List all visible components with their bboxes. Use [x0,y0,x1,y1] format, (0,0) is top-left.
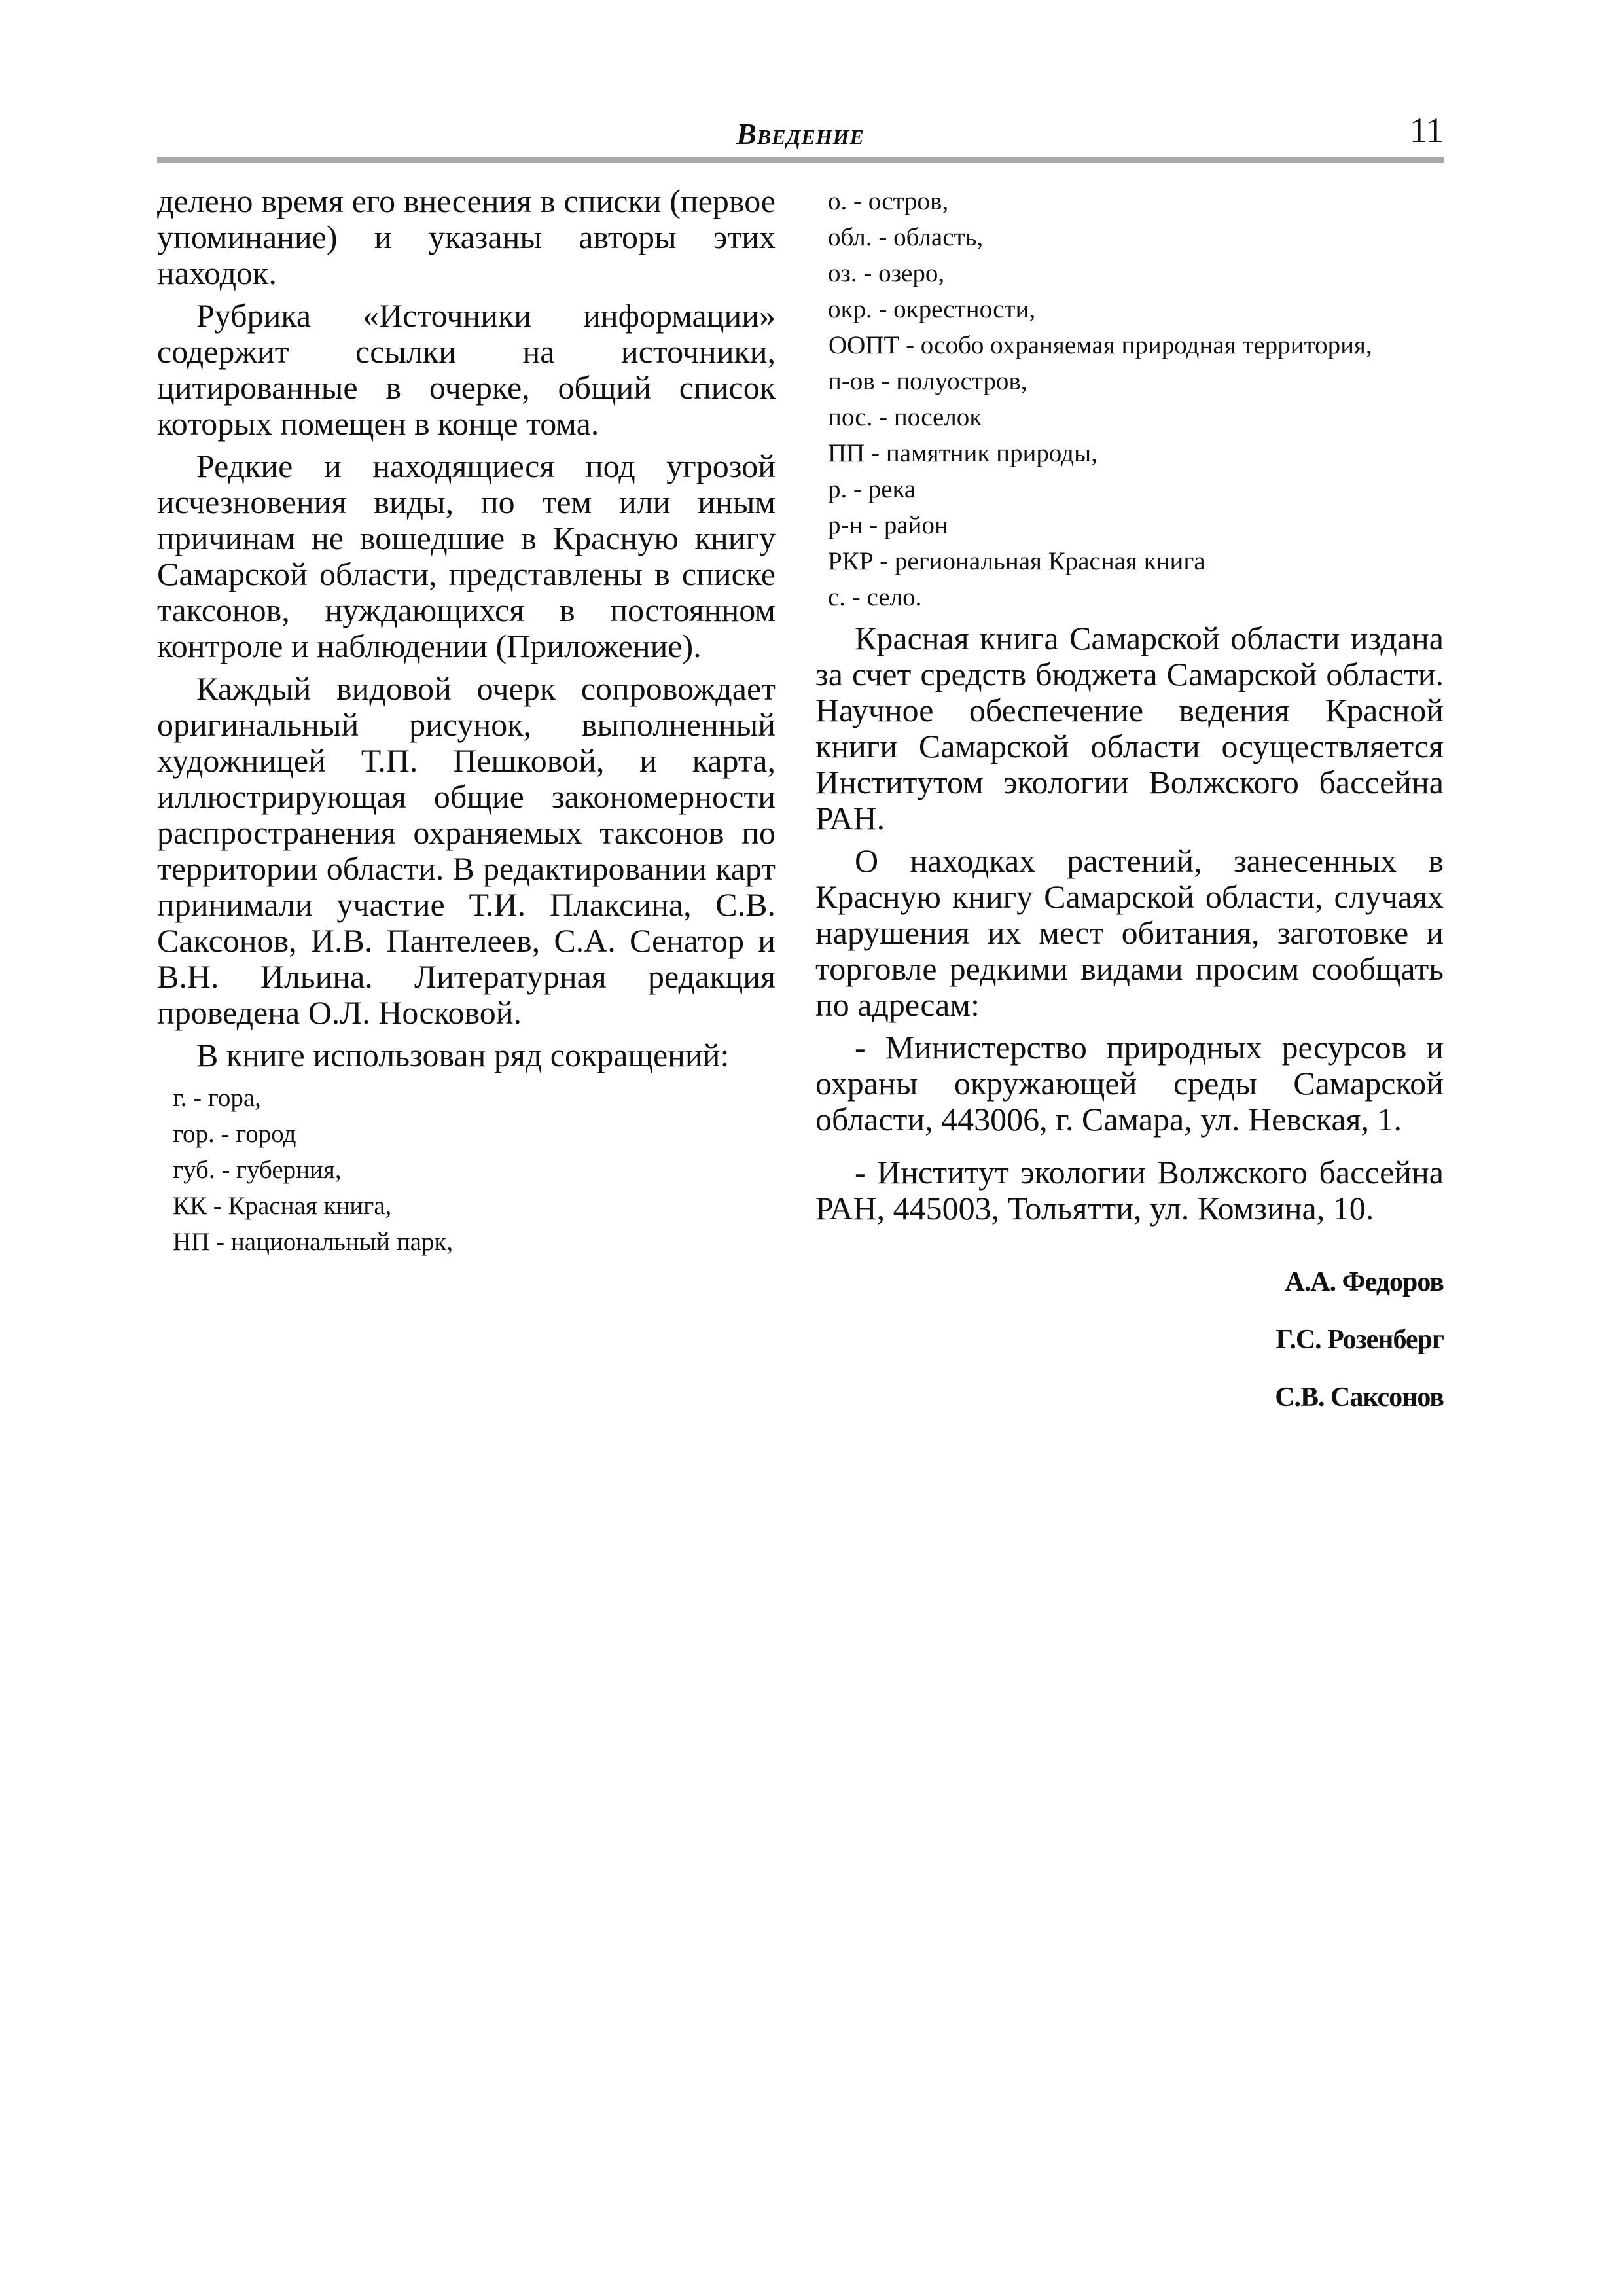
header-rule [157,157,1444,163]
paragraph-funding: Красная книга Самарской области издана за счет средств бюджета Самарской области. Научное обеспечение ведения Красной книги Самарской области осуществляется Институтом экологии Волжского бассейна РАН. [815,620,1444,836]
paragraph-report-findings: О находках растений, занесенных в Красную книгу Самарской области, случаях нарушения их мест обитания, заготовке и торговле редкими видами просим сообщать по адресам: [815,842,1444,1023]
abbreviation-item: п-ов - полуостров, [828,367,1027,395]
paragraph-continuation: делено время его внесения в списки (первое упоминание) и указаны авторы этих находок. [157,183,776,291]
abbreviation-item: обл. - область, [828,223,984,251]
signature-author: С.В. Саксонов [1275,1382,1444,1412]
paragraph-illustrations: Каждый видовой очерк сопровождает оригинальный рисунок, выполненный художницей Т.П. Пешковой, и карта, иллюстрирующая общие закономерности распространения охраняемых таксонов по территории области. В редактировании карт принимали участие Т.И. Плаксина, С.В. Саксонов, И.В. Пантелеев, С.А. Сенатор и В.Н. Ильина. Литературная редакция проведена О.Л. Носковой. [157,670,776,1031]
abbreviation-item: гор. - город [173,1120,296,1148]
abbreviation-item: ПП - памятник природы, [828,439,1098,467]
paragraph-rare-species: Редкие и находящиеся под угрозой исчезновения виды, по тем или иным причинам не вошедшие в Красную книгу Самарской области, представлены в списке таксонов, нуждающихся в постоянном контроле и наблюдении (Приложение). [157,448,776,664]
signatures [815,1263,1444,1416]
paragraph-abbreviations-intro: В книге использован ряд сокращений: [196,1037,730,1073]
abbreviation-item: р-н - район [828,511,948,539]
abbreviation-item: ООПТ - особо охраняемая природная территория, [829,331,1372,359]
page-header [157,105,1444,164]
left-column [157,183,776,1265]
page-number: 11 [1410,111,1444,150]
right-column [815,183,1444,1436]
running-title: Введение [736,117,865,151]
abbreviation-item: с. - село. [828,583,922,611]
abbreviation-item: пос. - поселок [828,403,982,431]
abbreviation-item: РКР - региональная Красная книга [828,547,1205,575]
address-ministry: - Министерство природных ресурсов и охраны окружающей среды Самарской области, 443006, г. Самара, ул. Невская, 1. [815,1029,1444,1138]
abbreviation-item: р. - река [828,475,916,503]
abbreviation-item: о. - остров, [828,187,949,215]
address-institute: - Институт экологии Волжского бассейна РАН, 445003, Тольятти, ул. Комзина, 10. [815,1154,1444,1227]
abbreviation-item: г. - гора, [173,1084,261,1112]
signature-author: А.А. Федоров [1285,1267,1444,1297]
signature-author: Г.С. Розенберг [1275,1325,1444,1355]
abbreviation-item: оз. - озеро, [828,259,945,287]
abbreviation-item: НП - национальный парк, [173,1228,454,1256]
abbreviation-list-left [157,1080,776,1260]
abbreviation-list-right [815,183,1444,615]
paragraph-sources: Рубрика «Источники информации» содержит ссылки на источники, цитированные в очерке, общий список которых помещен в конце тома. [157,297,776,442]
abbreviation-item: окр. - окрестности, [828,295,1036,323]
abbreviation-item: КК - Красная книга, [173,1192,392,1220]
abbreviation-item: губ. - губерния, [173,1156,342,1184]
